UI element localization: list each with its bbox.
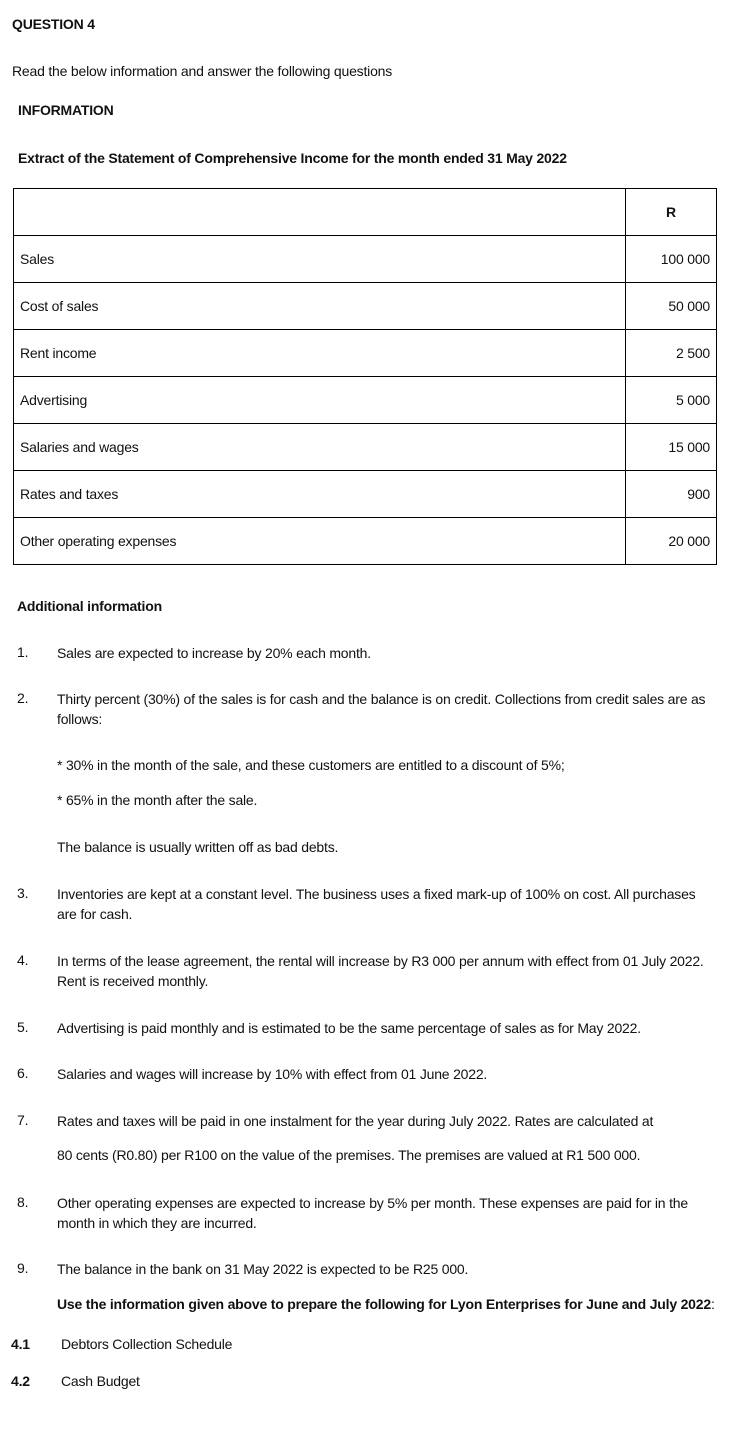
row-label: Salaries and wages	[14, 424, 626, 471]
table-row	[14, 471, 717, 518]
item-number: 4.	[17, 952, 29, 968]
income-statement-table	[13, 188, 717, 565]
row-label: Rent income	[14, 330, 626, 377]
item-text: Rates and taxes will be paid in one instalment for the year during July 2022. Rates are calculated at	[57, 1113, 654, 1129]
table-row	[14, 377, 717, 424]
row-amount: 20 000	[626, 518, 717, 565]
row-label: Advertising	[14, 377, 626, 424]
item-text: Inventories are kept at a constant level. The business uses a fixed mark-up of 100% on cost. All purchases are for cash.	[57, 886, 696, 922]
table-header-blank	[14, 189, 626, 236]
item-number: 8.	[17, 1194, 29, 1210]
question-text: Debtors Collection Schedule	[61, 1336, 233, 1352]
task-instruction-colon: :	[710, 1296, 715, 1312]
instruction-text: Read the below information and answer the following questions	[12, 63, 393, 79]
table-row	[14, 424, 717, 471]
row-label: Rates and taxes	[14, 471, 626, 518]
item-number: 2.	[17, 690, 29, 706]
row-amount: 15 000	[626, 424, 717, 471]
question-number: 4.2	[11, 1373, 30, 1389]
information-heading: INFORMATION	[18, 102, 114, 118]
item2-sub-line: * 65% in the month after the sale.	[57, 792, 258, 808]
additional-info-heading: Additional information	[17, 598, 162, 614]
row-amount: 900	[626, 471, 717, 518]
table-row	[14, 236, 717, 283]
item-text: Salaries and wages will increase by 10% with effect from 01 June 2022.	[57, 1066, 488, 1082]
question-number: 4.1	[11, 1336, 30, 1352]
item-text: Thirty percent (30%) of the sales is for cash and the balance is on credit. Collections from credit sales are as follows:	[57, 691, 706, 727]
item-number: 3.	[17, 885, 29, 901]
row-label: Other operating expenses	[14, 518, 626, 565]
item-number: 1.	[17, 644, 29, 660]
item-text: In terms of the lease agreement, the rental will increase by R3 000 per annum with effect from 01 July 2022. Rent is received monthly.	[57, 953, 704, 989]
row-amount: 100 000	[626, 236, 717, 283]
row-amount: 50 000	[626, 283, 717, 330]
extract-heading: Extract of the Statement of Comprehensive Income for the month ended 31 May 2022	[18, 150, 567, 166]
item-number: 5.	[17, 1019, 29, 1035]
item-text: The balance in the bank on 31 May 2022 is expected to be R25 000.	[57, 1261, 469, 1277]
question-text: Cash Budget	[61, 1373, 140, 1389]
currency-header: R	[626, 189, 717, 236]
item-text: Sales are expected to increase by 20% each month.	[57, 645, 371, 661]
item-number: 9.	[17, 1260, 29, 1276]
item-number: 6.	[17, 1065, 29, 1081]
item7-continuation: 80 cents (R0.80) per R100 on the value of the premises. The premises are valued at R1 500 000.	[57, 1147, 641, 1163]
task-instruction	[57, 1296, 715, 1312]
task-instruction-text: Use the information given above to prepare the following for Lyon Enterprises for June and July 2022	[57, 1296, 711, 1312]
item-text: Other operating expenses are expected to increase by 5% per month. These expenses are paid for in the month in which they are incurred.	[57, 1195, 688, 1231]
table-header-row	[14, 189, 717, 236]
row-label: Sales	[14, 236, 626, 283]
item-text: Advertising is paid monthly and is estimated to be the same percentage of sales as for May 2022.	[57, 1020, 641, 1036]
row-label: Cost of sales	[14, 283, 626, 330]
row-amount: 5 000	[626, 377, 717, 424]
item-number: 7.	[17, 1112, 29, 1128]
table-row	[14, 518, 717, 565]
table-row	[14, 330, 717, 377]
row-amount: 2 500	[626, 330, 717, 377]
item2-sub-line: The balance is usually written off as bad debts.	[57, 839, 339, 855]
table-row	[14, 283, 717, 330]
item2-sub-line: * 30% in the month of the sale, and these customers are entitled to a discount of 5%;	[57, 757, 565, 773]
question-title: QUESTION 4	[12, 16, 95, 32]
